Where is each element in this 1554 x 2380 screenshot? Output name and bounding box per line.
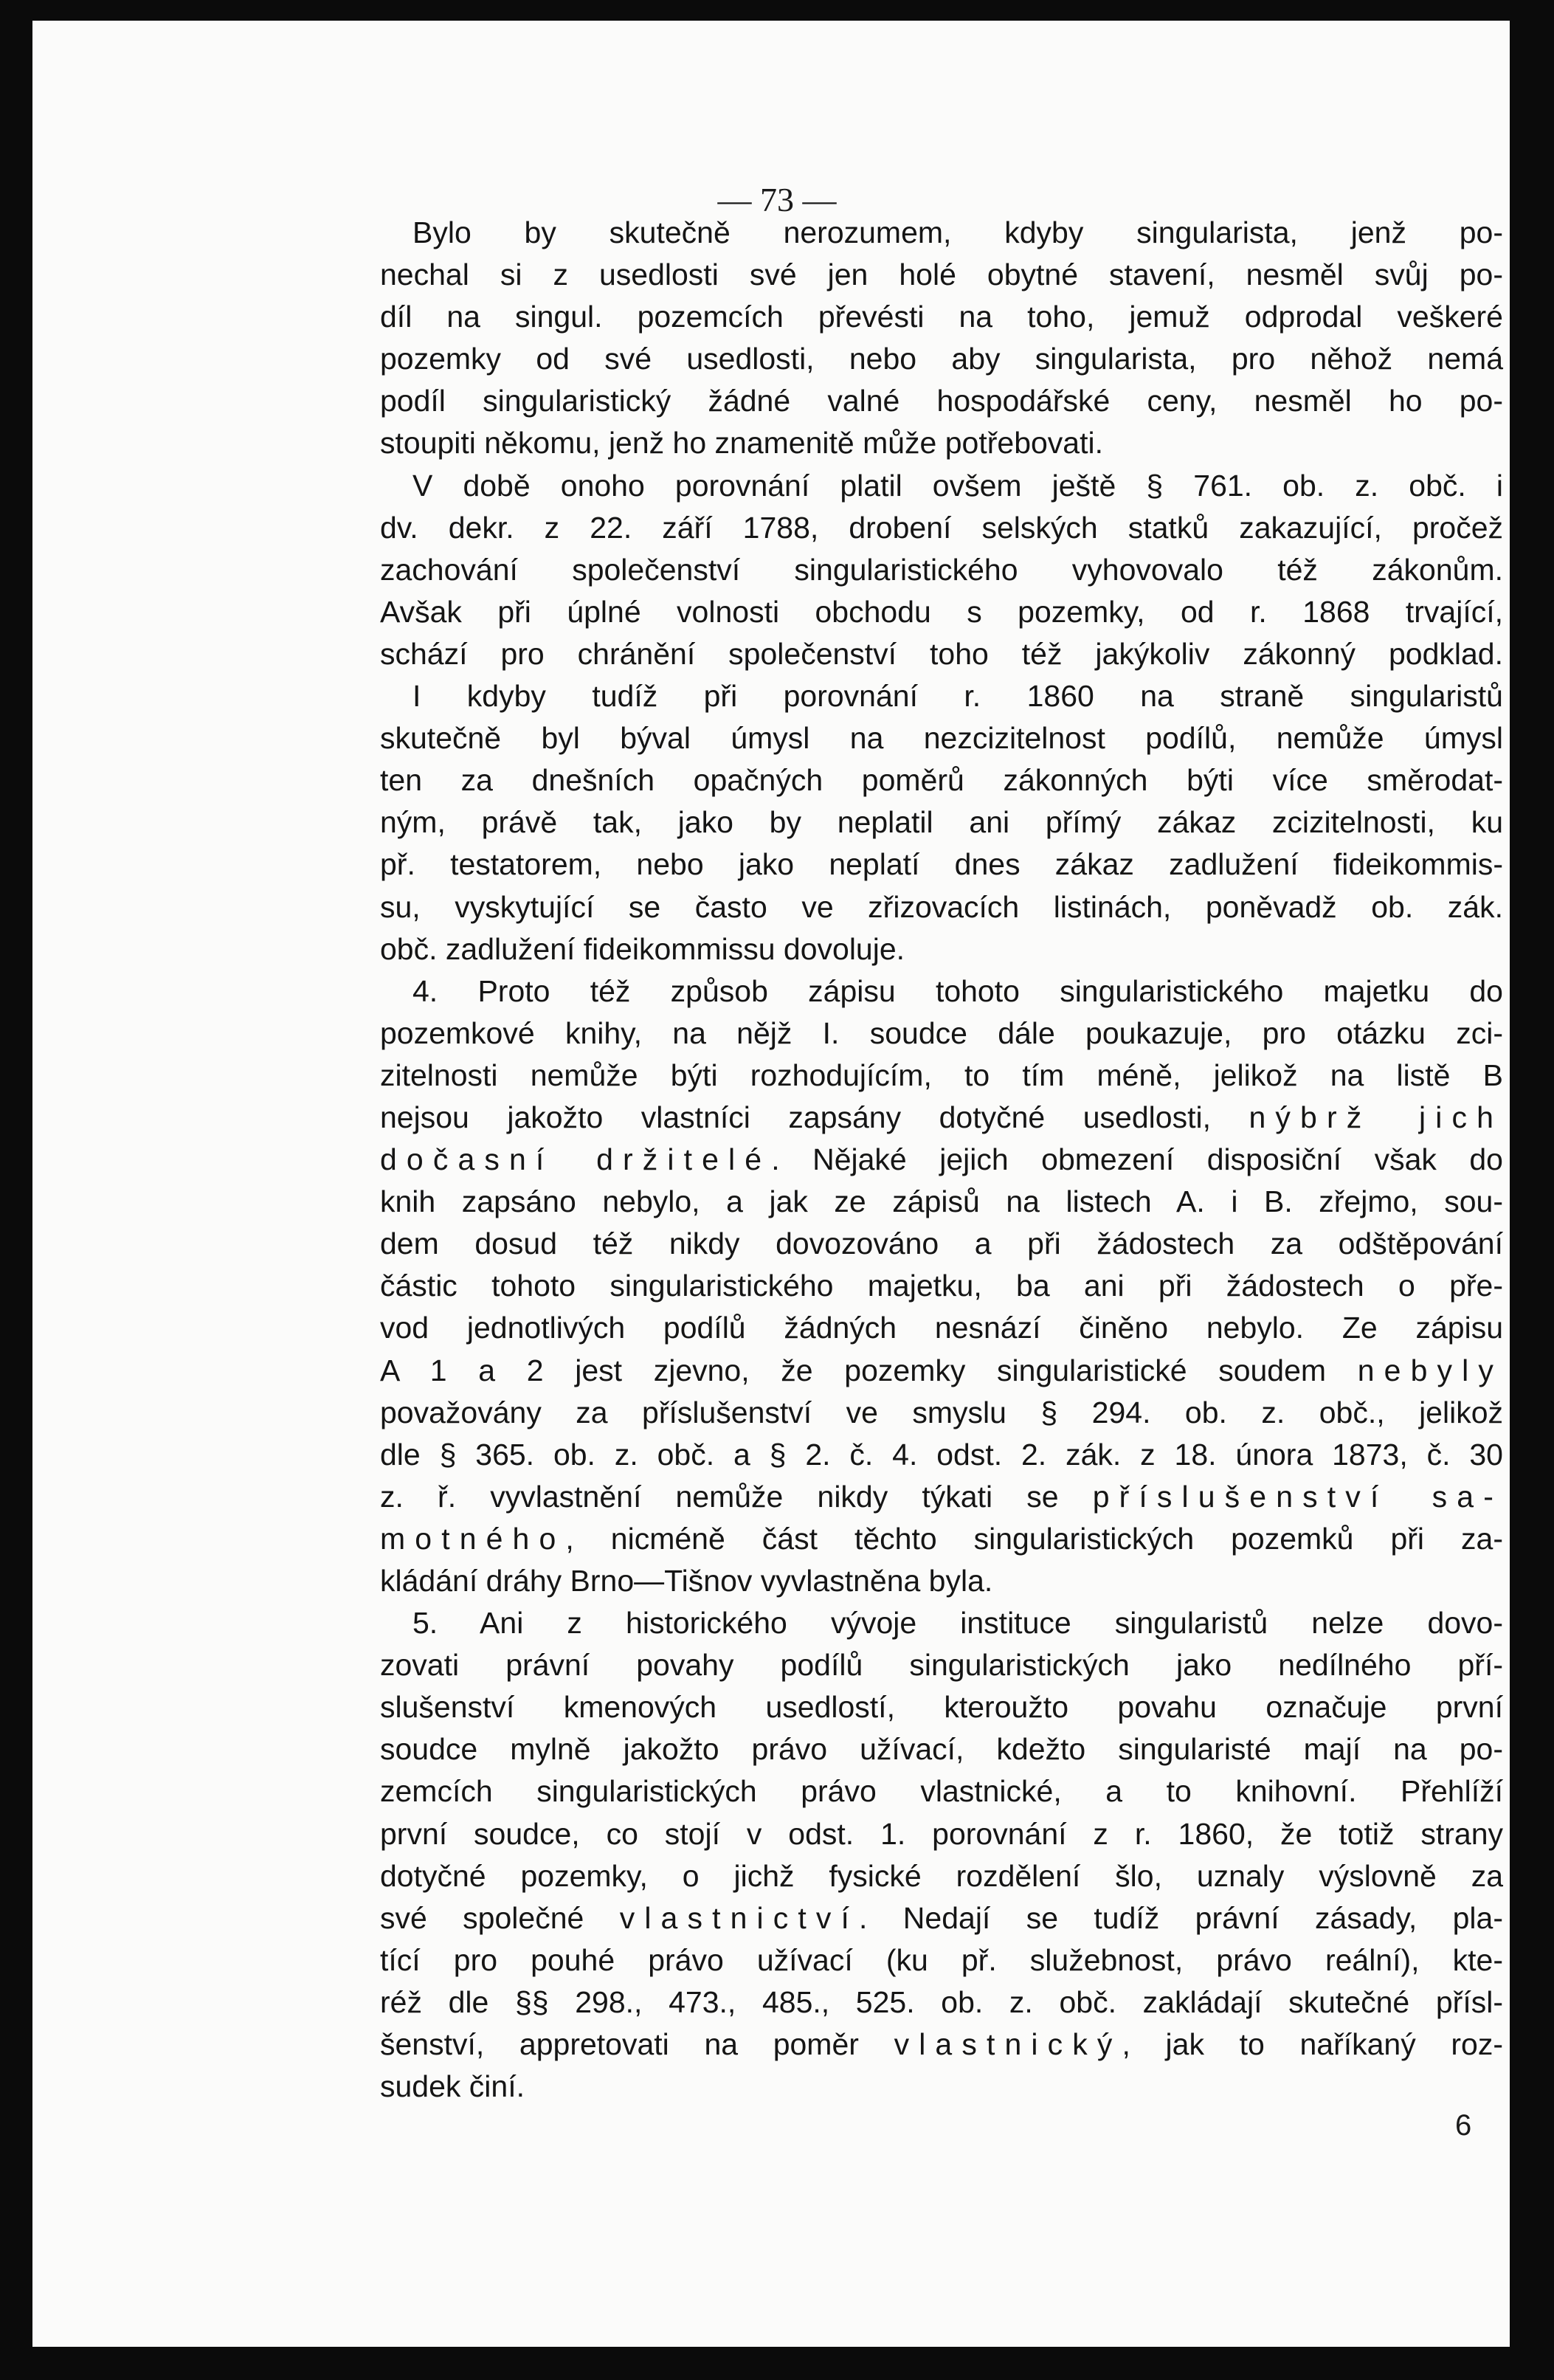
text-run: . Nedají se tudíž právní zásady, pla- (859, 1900, 1503, 1935)
text-line (380, 1602, 1503, 1644)
text-line (380, 1770, 1503, 1812)
text-line (380, 675, 1503, 717)
text-line (380, 844, 1503, 886)
text-run: skutečně byl býval úmysl na nezcizitelnost podílů, nemůže úmysl (380, 721, 1503, 756)
spaced-emphasis: nýbrž jich (1249, 1100, 1503, 1134)
text-run: ten za dnešních opačných poměrů zákonných býti více směrodat- (380, 763, 1503, 798)
text-run: díl na singul. pozemcích převésti na toho, jemuž odprodal veškeré (380, 300, 1503, 334)
text-run: knih zapsáno nebylo, a jak ze zápisů na listech A. i B. zřejmo, sou- (380, 1184, 1503, 1219)
text-line (380, 928, 1503, 970)
text-run: sudek činí. (380, 2069, 525, 2104)
text-line (380, 1181, 1503, 1223)
text-line (380, 1055, 1503, 1097)
spaced-emphasis: příslušenství sa- (1092, 1479, 1503, 1514)
text-line (380, 1223, 1503, 1265)
text-line (380, 633, 1503, 675)
spaced-emphasis: vlastnický (894, 2027, 1122, 2062)
text-run: dem dosud též nikdy dovozováno a při žádostech za odštěpování (380, 1227, 1503, 1261)
text-run: su, vyskytující se často ve zřizovacích listinách, poněvadž ob. zák. (380, 889, 1503, 924)
text-line (380, 1813, 1503, 1855)
text-run: dv. dekr. z 22. září 1788, drobení selských statků zakazující, pročež (380, 510, 1503, 545)
text-run: 5. Ani z historického vývoje instituce singularistů nelze dovo- (412, 1606, 1503, 1641)
text-line (380, 1307, 1503, 1349)
text-run: zitelnosti nemůže býti rozhodujícím, to tím méně, jelikož na listě B (380, 1058, 1503, 1092)
text-line (380, 801, 1503, 844)
page-number-header: — 73 — (717, 181, 837, 218)
text-line (380, 717, 1503, 759)
text-run: . Nějaké jejich obmezení disposiční však do (771, 1142, 1503, 1177)
text-line (380, 507, 1503, 549)
text-line (380, 1139, 1503, 1181)
spaced-emphasis: vlastnictví (619, 1900, 860, 1935)
text-line (380, 759, 1503, 801)
text-line (380, 1392, 1503, 1434)
text-run: z. ř. vyvlastnění nemůže nikdy týkati se (380, 1479, 1093, 1514)
text-line (380, 1939, 1503, 1981)
text-run: schází pro chránění společenství toho též jakýkoliv zákonný podklad. (380, 636, 1503, 671)
spaced-emphasis: nebyly (1357, 1353, 1503, 1387)
text-run: nejsou jakožto vlastníci zapsány dotyčné usedlosti, (380, 1100, 1249, 1134)
text-run: své společné (380, 1900, 620, 1935)
text-run: stoupiti někomu, jenž ho znamenitě může potřebovati. (380, 426, 1103, 461)
text-line (380, 1897, 1503, 1939)
text-run: nechal si z usedlosti své jen holé obytné stavení, nesměl svůj po- (380, 258, 1503, 292)
text-line (380, 549, 1503, 591)
text-run: podíl singularistický žádné valné hospodářské ceny, nesměl ho po- (380, 384, 1503, 418)
text-run: 4. Proto též způsob zápisu tohoto singularistického majetku do (412, 973, 1503, 1008)
text-run: šenství, appretovati na poměr (380, 2027, 894, 2062)
text-line (380, 338, 1503, 380)
text-line (380, 380, 1503, 422)
text-run: Avšak při úplné volnosti obchodu s pozemky, od r. 1868 trvající, (380, 594, 1503, 629)
text-run: zachování společenství singularistického vyhovovalo též zákonům. (380, 552, 1503, 587)
text-line (380, 886, 1503, 928)
text-run: réž dle §§ 298., 473., 485., 525. ob. z. obč. zakládají skutečné přísl- (380, 1984, 1503, 2019)
text-line (380, 2066, 1503, 2108)
text-line (380, 422, 1503, 464)
text-run: obč. zadlužení fideikommissu dovoluje. (380, 931, 905, 966)
text-line (380, 970, 1503, 1013)
text-run: Bylo by skutečně nerozumem, kdyby singularista, jenž po- (412, 215, 1503, 249)
text-line (380, 1013, 1503, 1055)
text-run: př. testatorem, nebo jako neplatí dnes zákaz zadlužení fideikommis- (380, 847, 1503, 882)
text-line (380, 1476, 1503, 1518)
text-run: kládání dráhy Brno—Tišnov vyvlastněna byla. (380, 1564, 993, 1598)
text-run: soudce mylně jakožto právo užívací, kdežto singularisté mají na po- (380, 1732, 1503, 1767)
text-line (380, 1265, 1503, 1307)
text-run: zovati právní povahy podílů singularistických jako nedílného pří- (380, 1648, 1503, 1683)
text-run: slušenství kmenových usedlostí, kteroužto povahu označuje první (380, 1690, 1503, 1725)
text-run: tící pro pouhé právo užívací (ku př. služebnost, právo reální), kte- (380, 1942, 1503, 1977)
text-run: zemcích singularistických právo vlastnické, a to knihovní. Přehlíží (380, 1774, 1503, 1809)
text-line (380, 296, 1503, 338)
text-line (380, 591, 1503, 633)
text-line (380, 1518, 1503, 1560)
body-text (380, 212, 1503, 2108)
text-run: ným, právě tak, jako by neplatil ani přímý zákaz zcizitelnosti, ku (380, 805, 1503, 840)
text-line (380, 212, 1503, 254)
spaced-emphasis: dočasní držitelé (380, 1142, 772, 1177)
text-line (380, 1434, 1503, 1476)
text-run: V době onoho porovnání platil ovšem ještě § 761. ob. z. obč. i (412, 468, 1503, 503)
spaced-emphasis: motného (380, 1521, 566, 1556)
text-run: A 1 a 2 jest zjevno, že pozemky singularistické soudem (380, 1353, 1358, 1387)
text-run: I kdyby tudíž při porovnání r. 1860 na straně singularistů (412, 679, 1503, 714)
text-line (380, 1097, 1503, 1139)
text-run: pozemky od své usedlosti, nebo aby singularista, pro něhož nemá (380, 342, 1503, 376)
signature-mark: 6 (1455, 2109, 1472, 2142)
text-run: první soudce, co stojí v odst. 1. porovnání z r. 1860, že totiž strany (380, 1816, 1503, 1851)
text-run: pozemkové knihy, na nějž I. soudce dále poukazuje, pro otázku zci- (380, 1015, 1503, 1050)
text-line (380, 2024, 1503, 2066)
text-run: , jak to naříkaný roz- (1122, 2027, 1503, 2062)
text-line (380, 1855, 1503, 1897)
text-line (380, 1350, 1503, 1392)
text-run: dotyčné pozemky, o jichž fysické rozdělení šlo, uznaly výslovně za (380, 1858, 1503, 1893)
text-run: částic tohoto singularistického majetku, ba ani při žádostech o pře- (380, 1269, 1503, 1303)
text-line (380, 465, 1503, 507)
text-line (380, 254, 1503, 296)
text-run: , nicméně část těchto singularistických pozemků při za- (565, 1521, 1503, 1556)
text-line (380, 1560, 1503, 1602)
text-line (380, 1686, 1503, 1728)
text-line (380, 1981, 1503, 2024)
text-run: vod jednotlivých podílů žádných nesnází činěno nebylo. Ze zápisu (380, 1311, 1503, 1345)
text-line (380, 1644, 1503, 1686)
text-run: považovány za příslušenství ve smyslu § 294. ob. z. obč., jelikož (380, 1395, 1503, 1429)
text-line (380, 1728, 1503, 1770)
text-run: dle § 365. ob. z. obč. a § 2. č. 4. odst. 2. zák. z 18. února 1873, č. 30 (380, 1437, 1503, 1472)
